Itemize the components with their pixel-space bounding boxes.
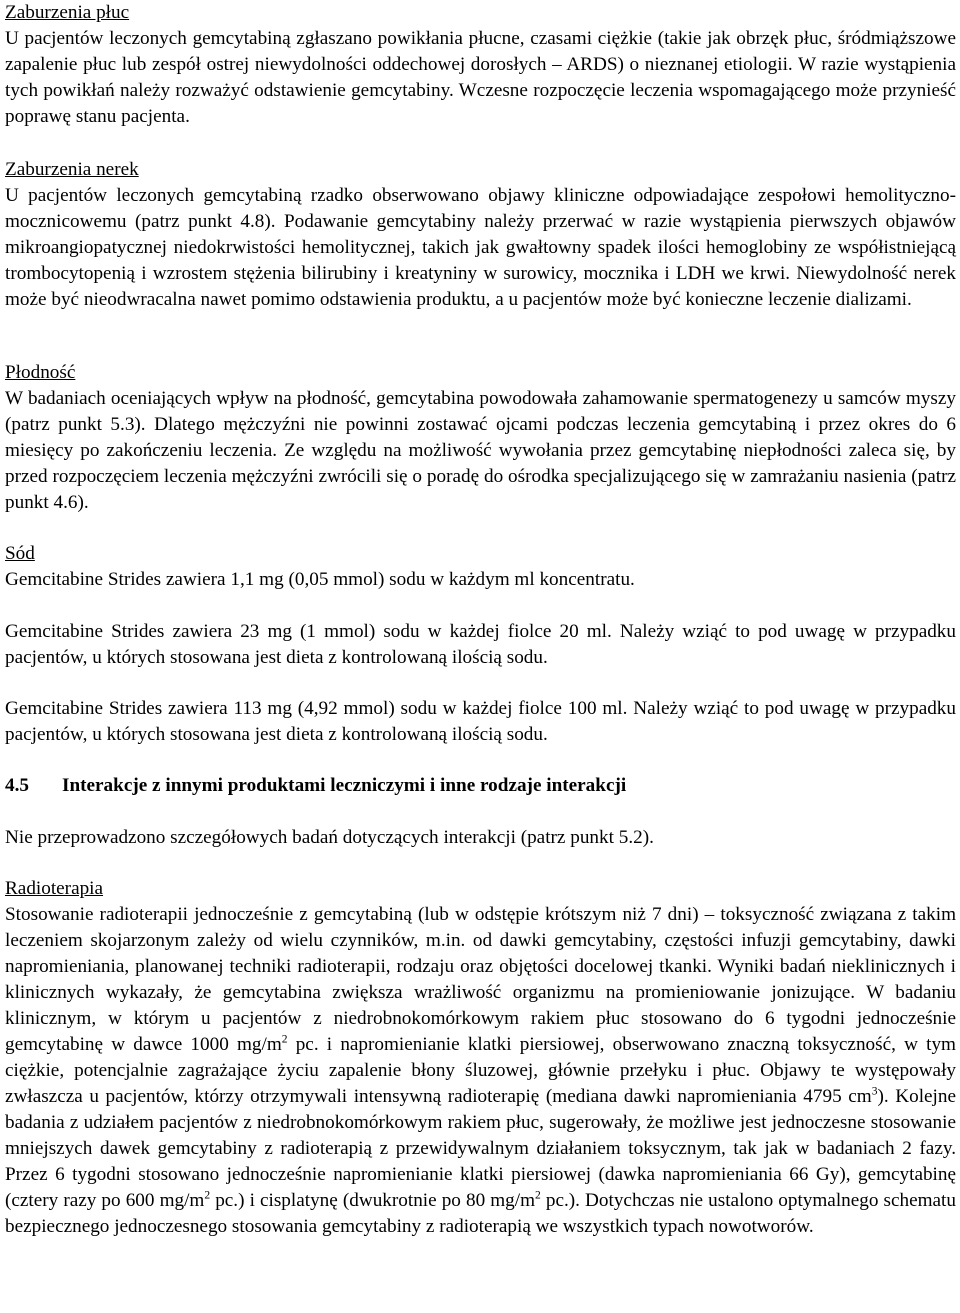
radiotherapy-text-part-4: pc.) i cisplatynę (dwukrotnie po 80 mg/m [210, 1190, 536, 1211]
section-kidneys [5, 157, 956, 313]
paragraph-interactions: Nie przeprowadzono szczegółowych badań dotyczących interakcji (patrz punkt 5.2). [5, 827, 654, 848]
heading-sodium: Sód [5, 543, 35, 564]
heading-fertility: Płodność [5, 362, 76, 383]
paragraph-radiotherapy [5, 904, 956, 1237]
paragraph-sodium-3: Gemcitabine Strides zawiera 113 mg (4,92 mmol) sodu w każdej fiolce 100 ml. Należy wziąć to pod uwagę w przypadku pacjentów, u których stosowana jest dieta z kontrolowaną ilością sodu. [5, 698, 956, 745]
section-interactions-title [5, 773, 956, 799]
radiotherapy-text-part-2: pc. i napromienianie klatki piersiowej, obserwowano znaczną toksyczność, w tym ciężkie, potencjalnie zagrażające życiu zapalenie błony śluzowej, głównie przełyku i płuc. Objawy te występowały zwłaszcza u pacjentów, którzy otrzymywali intensywną radioterapię (mediana dawki napromieniania 4795 cm [5, 1034, 956, 1107]
radiotherapy-text-part-3: ). Kolejne badania z udziałem pacjentów z niedrobnokomórkowym rakiem płuc, sugerowały, że możliwe jest jednoczesne stosowanie mniejszych dawek gemcytabiny z radioterapią z przewidywalnym działaniem toksycznym, tak jak w badaniach 2 fazy. Przez 6 tygodni stosowano jednocześnie napromienianie klatki piersiowej (dawka napromieniania 66 Gy), gemcytabinę (cztery razy po 600 mg/m [5, 1086, 956, 1211]
radiotherapy-text-part-5: pc.). Dotychczas nie ustalono optymalnego schematu bezpiecznego jednoczesnego stosowania gemcytabiny z radioterapią we wszystkich typach nowotworów. [5, 1190, 956, 1237]
section-title [5, 773, 956, 799]
paragraph-lung-disorders: U pacjentów leczonych gemcytabiną zgłaszano powikłania płucne, czasami ciężkie (takie jak obrzęk płuc, śródmiąższowe zapalenie płuc lub zespół ostrej niewydolności oddechowej dorosłych – ARDS) o nieznanej etiologii. W razie wystąpienia tych powikłań należy rozważyć odstawienie gemcytabiny. Wczesne rozpoczęcie leczenia wspomagającego może przynieść poprawę stanu pacjenta. [5, 28, 956, 127]
section-lungs [5, 0, 956, 130]
radiotherapy-text-part-1: Stosowanie radioterapii jednocześnie z gemcytabiną (lub w odstępie krótszym niż 7 dni) – toksyczność związana z takim leczeniem skojarzonym zależy od wielu czynników, m.in. od dawki gemcytabiny, częstości infuzji gemcytabiny, dawki napromieniania, planowanej techniki radioterapii, rodzaju oraz objętości docelowej tkanki. Wyniki badań nieklinicznych i klinicznych wykazały, że gemcytabina zwiększa wrażliwość organizmu na promieniowanie jonizujące. W badaniu klinicznym, w którym u pacjentów z niedrobnokomórkowym rakiem płuc stosowano do 6 tygodni jednocześnie gemcytabinę w dawce 1000 mg/m [5, 904, 956, 1055]
paragraph-sodium-2: Gemcitabine Strides zawiera 23 mg (1 mmol) sodu w każdej fiolce 20 ml. Należy wziąć to pod uwagę w przypadku pacjentów, u których stosowana jest dieta z kontrolowaną ilością sodu. [5, 621, 956, 668]
heading-radiotherapy: Radioterapia [5, 878, 104, 899]
paragraph-sodium-1: Gemcitabine Strides zawiera 1,1 mg (0,05 mmol) sodu w każdym ml koncentratu. [5, 569, 635, 590]
section-number: 4.5 [5, 775, 29, 796]
section-title-text: Interakcje z innymi produktami leczniczymi i inne rodzaje interakcji [62, 775, 627, 796]
heading-kidney-disorders: Zaburzenia nerek [5, 159, 139, 180]
section-radiotherapy [5, 876, 956, 1240]
superscript-2: 2 [281, 1033, 288, 1046]
section-sodium [5, 541, 956, 593]
paragraph-fertility: W badaniach oceniających wpływ na płodność, gemcytabina powodowała zahamowanie spermatogenezy u samców myszy (patrz punkt 5.3). Dlatego mężczyźni nie powinni zostawać ojcami podczas leczenia gemcytabiną i przez okres do 6 miesięcy po zakończeniu leczenia. Ze względu na możliwość wywołania przez gemcytabinę niepłodności zaleca się, by przed rozpoczęciem leczenia mężczyźni zwrócili się o poradę do ośrodka specjalizującego się w zamrażaniu nasienia (patrz punkt 4.6). [5, 388, 956, 513]
superscript-2: 2 [204, 1189, 211, 1202]
paragraph-kidney-disorders: U pacjentów leczonych gemcytabiną rzadko obserwowano objawy kliniczne odpowiadające zespołowi hemolityczno-mocznicowemu (patrz punkt 4.8). Podawanie gemcytabiny należy przerwać w razie wystąpienia pierwszych objawów mikroangiopatycznej niedokrwistości hemolitycznej, takich jak gwałtowny spadek ilości hemoglobiny ze współistniejącą trombocytopenią i wzrostem stężenia bilirubiny i kreatyniny w surowicy, mocznika i LDH we krwi. Niewydolność nerek może być nieodwracalna nawet pomimo odstawienia produktu, a u pacjentów może być konieczne leczenie dializami. [5, 185, 956, 310]
superscript-2: 2 [535, 1189, 541, 1202]
section-fertility [5, 360, 956, 516]
superscript-3: 3 [871, 1085, 878, 1098]
heading-lung-disorders: Zaburzenia płuc [5, 2, 130, 23]
